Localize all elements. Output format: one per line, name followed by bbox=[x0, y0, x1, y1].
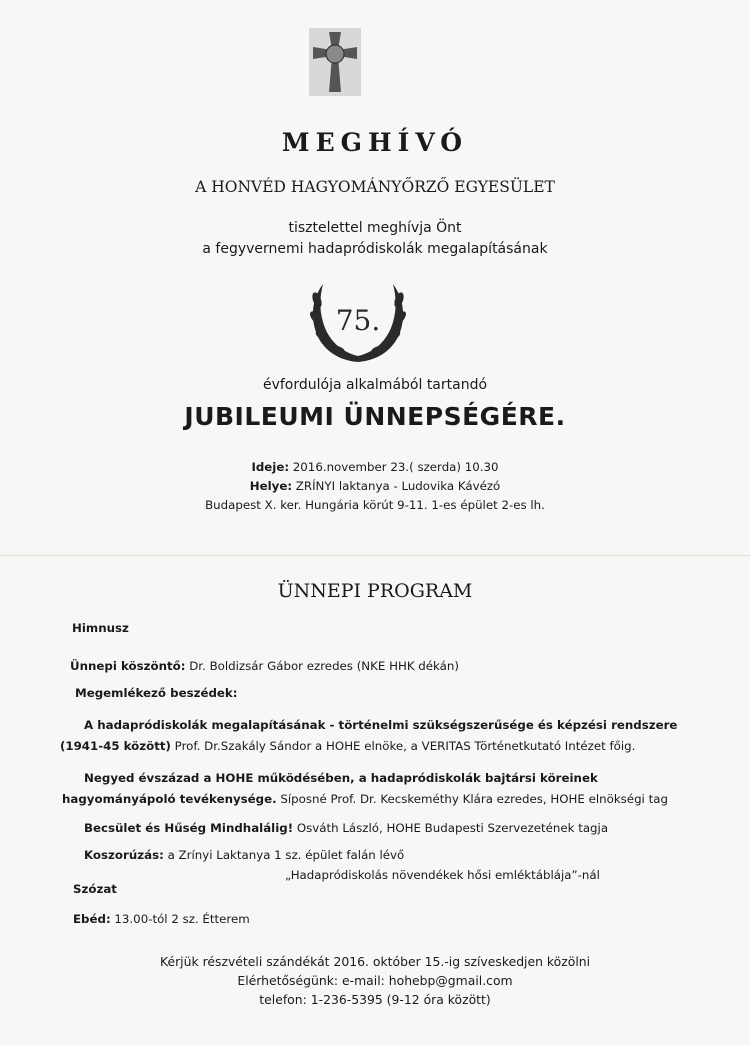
intro-line-2: a fegyvernemi hadapródiskolák megalapításának bbox=[202, 241, 548, 257]
wreath-location: „Hadapródiskolás növendékek hősi emléktáblája”-nál bbox=[285, 868, 600, 882]
speech-2-speaker: Síposné Prof. Dr. Kecskeméthy Klára ezredes, HOHE elnökségi tag bbox=[276, 792, 668, 806]
email-line: Elérhetőségünk: e-mail: hohebp@gmail.com bbox=[237, 973, 513, 988]
organization-name: A HONVÉD HAGYOMÁNYŐRZŐ EGYESÜLET bbox=[195, 178, 555, 196]
program-item-wreath-line-1 bbox=[84, 848, 404, 862]
rsvp-text: Kérjük részvételi szándékát 2016. október 15.-ig szíveskedjen közölni bbox=[159, 954, 591, 969]
intro-line-1: tisztelettel meghívja Önt bbox=[288, 220, 462, 236]
speech-1-title: A hadapródiskolák megalapításának - történelmi szükségszerűsége és képzési rendszere bbox=[84, 718, 678, 732]
wreath-label: Koszorúzás: bbox=[84, 848, 164, 862]
place-label: Helye: bbox=[249, 479, 293, 493]
paper-fold-line bbox=[0, 555, 750, 556]
speech-2-title-cont: hagyományápoló tevékenysége. bbox=[62, 792, 277, 806]
lunch-text: 13.00-tól 2 sz. Étterem bbox=[110, 912, 250, 926]
program-item-speeches bbox=[75, 686, 237, 700]
event-address: Budapest X. ker. Hungária körút 9-11. 1-es épület 2-es lh. bbox=[205, 498, 545, 512]
speech-1-line-1 bbox=[84, 718, 677, 732]
page-title: MEGHÍVÓ bbox=[281, 128, 469, 157]
speeches-label: Megemlékező beszédek: bbox=[75, 686, 238, 700]
date-label: Ideje: bbox=[251, 460, 290, 474]
anniversary-number: 75. bbox=[335, 304, 381, 337]
program-item-anthem bbox=[72, 621, 129, 635]
event-details bbox=[0, 458, 750, 515]
occasion-text: évfordulója alkalmából tartandó bbox=[262, 377, 488, 393]
program-item-szozat bbox=[73, 882, 117, 896]
program-title: ÜNNEPI PROGRAM bbox=[277, 580, 473, 602]
program-item-lunch bbox=[73, 912, 250, 926]
event-title: JUBILEUMI ÜNNEPSÉGÉRE. bbox=[184, 402, 566, 431]
speech-2-title: Negyed évszázad a HOHE működésében, a hadapródiskolák bajtársi köreinek bbox=[84, 771, 598, 785]
speech-1-years: (1941-45 között) bbox=[60, 739, 171, 753]
place-value: ZRÍNYI laktanya - Ludovika Kávézó bbox=[292, 479, 501, 493]
speech-3-speaker: Osváth László, HOHE Budapesti Szervezetének tagja bbox=[293, 821, 609, 835]
speech-3-title: Becsület és Hűség Mindhalálig! bbox=[84, 821, 294, 835]
phone-line: telefon: 1-236-5395 (9-12 óra között) bbox=[259, 992, 491, 1007]
date-value: 2016.november 23.( szerda) 10.30 bbox=[289, 460, 499, 474]
speech-2-line-2 bbox=[62, 792, 668, 806]
speech-1-line-2 bbox=[60, 739, 635, 753]
anthem-label: Himnusz bbox=[72, 621, 129, 635]
speech-3 bbox=[84, 821, 608, 835]
contact-footer bbox=[0, 952, 750, 1009]
event-place bbox=[0, 477, 750, 496]
lunch-label: Ebéd: bbox=[73, 912, 111, 926]
greeting-text: Dr. Boldizsár Gábor ezredes (NKE HHK dékán) bbox=[185, 659, 459, 673]
cross-emblem-icon bbox=[307, 26, 363, 98]
program-item-greeting bbox=[70, 659, 459, 673]
laurel-wreath-icon bbox=[303, 280, 413, 370]
greeting-label: Ünnepi köszöntő: bbox=[70, 659, 186, 673]
szozat-label: Szózat bbox=[73, 882, 117, 896]
program-item-wreath-line-2 bbox=[285, 868, 600, 882]
speech-1-speaker: Prof. Dr.Szakály Sándor a HOHE elnöke, a VERITAS Történetkutató Intézet főig. bbox=[170, 739, 636, 753]
event-date bbox=[0, 458, 750, 477]
wreath-text: a Zrínyi Laktanya 1 sz. épület falán lévő bbox=[163, 848, 405, 862]
speech-2-line-1 bbox=[84, 771, 598, 785]
